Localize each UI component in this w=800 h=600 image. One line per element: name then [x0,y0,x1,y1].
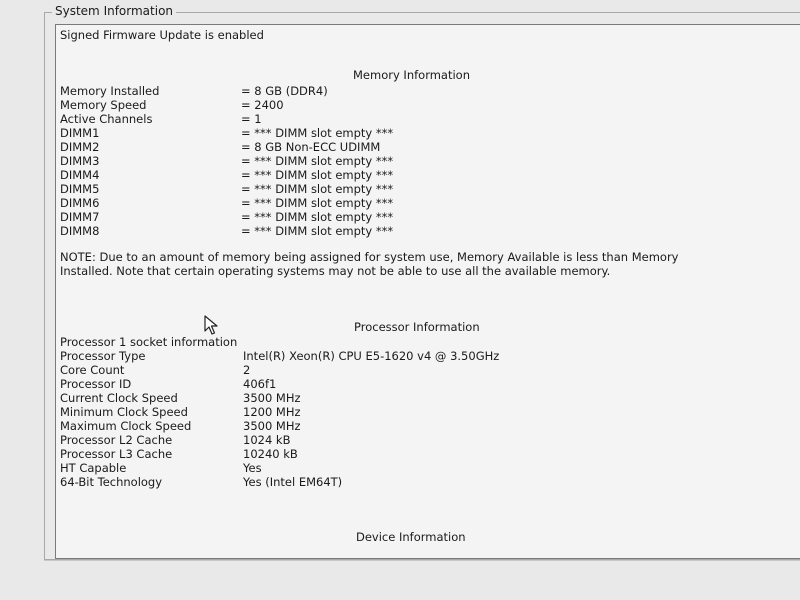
dimm-row-label: DIMM3 [60,154,100,168]
dimm-row-value: = *** DIMM slot empty *** [241,182,394,196]
processor-row-label: Core Count [60,363,125,377]
firmware-status: Signed Firmware Update is enabled [60,28,264,42]
processor-row-value: Yes [243,461,262,475]
dimm-row-label: DIMM1 [60,126,100,140]
mouse-pointer-icon [204,315,218,335]
processor-row-label: 64-Bit Technology [60,475,163,489]
processor-row-label: Minimum Clock Speed [60,405,188,419]
dimm-row-value: = *** DIMM slot empty *** [241,196,394,210]
dimm-row-label: DIMM5 [60,182,100,196]
system-information-panel[interactable] [55,24,800,559]
dimm-row-label: DIMM7 [60,210,100,224]
processor-row-label: Processor L2 Cache [60,433,173,447]
processor-row-label: Maximum Clock Speed [60,419,192,433]
memory-row-label: Memory Speed [60,98,147,112]
dimm-row-value: = *** DIMM slot empty *** [241,126,394,140]
device-section-title: Device Information [356,530,466,544]
processor-row-value: 2 [243,363,251,377]
dimm-row-value: = *** DIMM slot empty *** [241,168,394,182]
memory-row-label: Memory Installed [60,84,160,98]
processor-row-label: Processor ID [60,377,132,391]
processor-row-label: HT Capable [60,461,127,475]
processor-row-value: 1024 kB [243,433,291,447]
groupbox-legend: System Information [52,4,176,18]
dimm-row-label: DIMM8 [60,224,100,238]
processor-row-value: 406f1 [243,377,277,391]
processor-row-label: Current Clock Speed [60,391,178,405]
processor-row-value: 10240 kB [243,447,298,461]
dimm-row-value: = *** DIMM slot empty *** [241,154,394,168]
memory-row-label: Active Channels [60,112,153,126]
memory-section-title: Memory Information [353,68,470,82]
memory-note: NOTE: Due to an amount of memory being assigned for system use, Memory Available is less than Memory Installed. Note that certain operating systems may not be able to use all the available memory. [60,250,679,278]
processor-row-value: 1200 MHz [243,405,301,419]
dimm-row-value: = 8 GB Non-ECC UDIMM [241,140,381,154]
processor-row-value: 3500 MHz [243,419,301,433]
memory-row-value: = 8 GB (DDR4) [241,84,328,98]
processor-row-value: Intel(R) Xeon(R) CPU E5-1620 v4 @ 3.50GHz [243,349,500,363]
dimm-row-value: = *** DIMM slot empty *** [241,210,394,224]
groupbox-bottom-divider [44,560,800,561]
memory-row-value: = 1 [241,112,262,126]
processor-row-value: Yes (Intel EM64T) [243,475,343,489]
dimm-row-label: DIMM6 [60,196,100,210]
dimm-row-label: DIMM2 [60,140,100,154]
dimm-row-label: DIMM4 [60,168,100,182]
dimm-row-value: = *** DIMM slot empty *** [241,224,394,238]
processor-section-title: Processor Information [354,320,480,334]
processor-row-label: Processor L3 Cache [60,447,173,461]
processor-socket-header: Processor 1 socket information [60,335,238,349]
processor-row-value: 3500 MHz [243,391,301,405]
memory-row-value: = 2400 [241,98,284,112]
processor-row-label: Processor Type [60,349,146,363]
